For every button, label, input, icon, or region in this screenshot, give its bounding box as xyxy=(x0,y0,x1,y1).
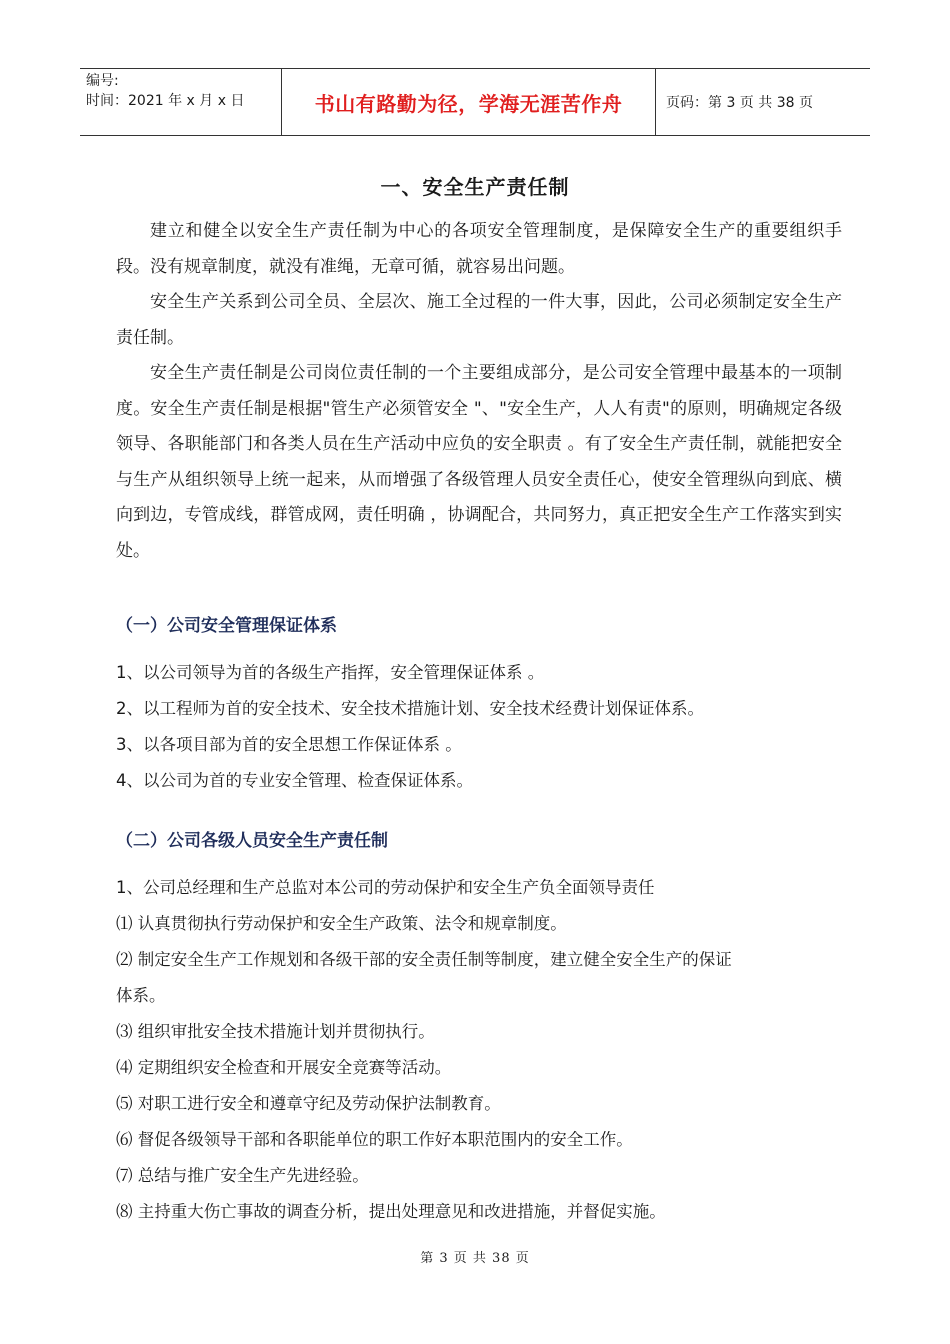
section-2-item-6: ⑹ 督促各级领导干部和各职能单位的职工作好本职范围内的安全工作。 xyxy=(116,1130,633,1149)
section-2-item-4: ⑷ 定期组织安全检查和开展安全竞赛等活动。 xyxy=(116,1058,452,1077)
section-1-item-3: 3、以各项目部为首的安全思想工作保证体系 。 xyxy=(116,735,462,754)
paragraph-1: 建立和健全以安全生产责任制为中心的各项安全管理制度，是保障安全生产的重要组织手段。没有规章制度，就没有准绳，无章可循，就容易出问题。 xyxy=(116,221,842,277)
header-page-info: 页码：第 3 页 共 38 页 xyxy=(666,95,813,111)
header-time-label: 时间：2021 年 x 月 x 日 xyxy=(86,93,245,109)
section-2-intro: 1、公司总经理和生产总监对本公司的劳动保护和安全生产负全面领导责任 xyxy=(116,878,655,897)
page-header xyxy=(80,68,870,136)
paragraph-2: 安全生产关系到公司全员、全层次、施工全过程的一件大事，因此，公司必须制定安全生产责任制。 xyxy=(116,292,842,348)
section-2-item-1: ⑴ 认真贯彻执行劳动保护和安全生产政策、法令和规章制度。 xyxy=(116,914,567,933)
section-1-item-2: 2、以工程师为首的安全技术、安全技术措施计划、安全技术经费计划保证体系。 xyxy=(116,699,704,718)
document-title: 一、安全生产责任制 xyxy=(380,175,570,199)
section-1-item-1: 1、以公司领导为首的各级生产指挥，安全管理保证体系 。 xyxy=(116,663,545,682)
section-1-item-4: 4、以公司为首的专业安全管理、检查保证体系。 xyxy=(116,771,473,790)
section-2-item-2-cont: 体系。 xyxy=(116,986,166,1005)
section-2-item-2: ⑵ 制定安全生产工作规划和各级干部的安全责任制等制度，建立健全安全生产的保证 xyxy=(116,950,732,969)
header-motto: 书山有路勤为径，学海无涯苦作舟 xyxy=(282,69,656,135)
section-2-item-7: ⑺ 总结与推广安全生产先进经验。 xyxy=(116,1166,369,1185)
section-2-item-3: ⑶ 组织审批安全技术措施计划并贯彻执行。 xyxy=(116,1022,435,1041)
header-number-label: 编号: xyxy=(86,73,119,89)
paragraph-3: 安全生产责任制是公司岗位责任制的一个主要组成部分，是公司安全管理中最基本的一项制度。安全生产责任制是根据"管生产必须管安全 "、"安全生产，人人有责"的原则，明确规定各级领导、各职能部门和各类人员在生产活动中应负的安全职责 。有了安全生产责任制，就能把安全与生产从组织领导上统一起来，从而增强了各级管理人员安全责任心，使安全管理纵向到底、横向到边，专管成线，群管成网，责任明确 ，协调配合，共同努力，真正把安全生产工作落实到实处。 xyxy=(116,363,842,561)
section-1-heading: （一）公司安全管理保证体系 xyxy=(116,616,337,636)
page-footer: 第 3 页 共 38 页 xyxy=(420,1251,530,1266)
section-2-heading: （二）公司各级人员安全生产责任制 xyxy=(116,831,388,851)
section-2-item-8: ⑻ 主持重大伤亡事故的调查分析，提出处理意见和改进措施，并督促实施。 xyxy=(116,1202,666,1221)
header-meta-cell xyxy=(80,69,282,135)
section-2-item-5: ⑸ 对职工进行安全和遵章守纪及劳动保护法制教育。 xyxy=(116,1094,501,1113)
